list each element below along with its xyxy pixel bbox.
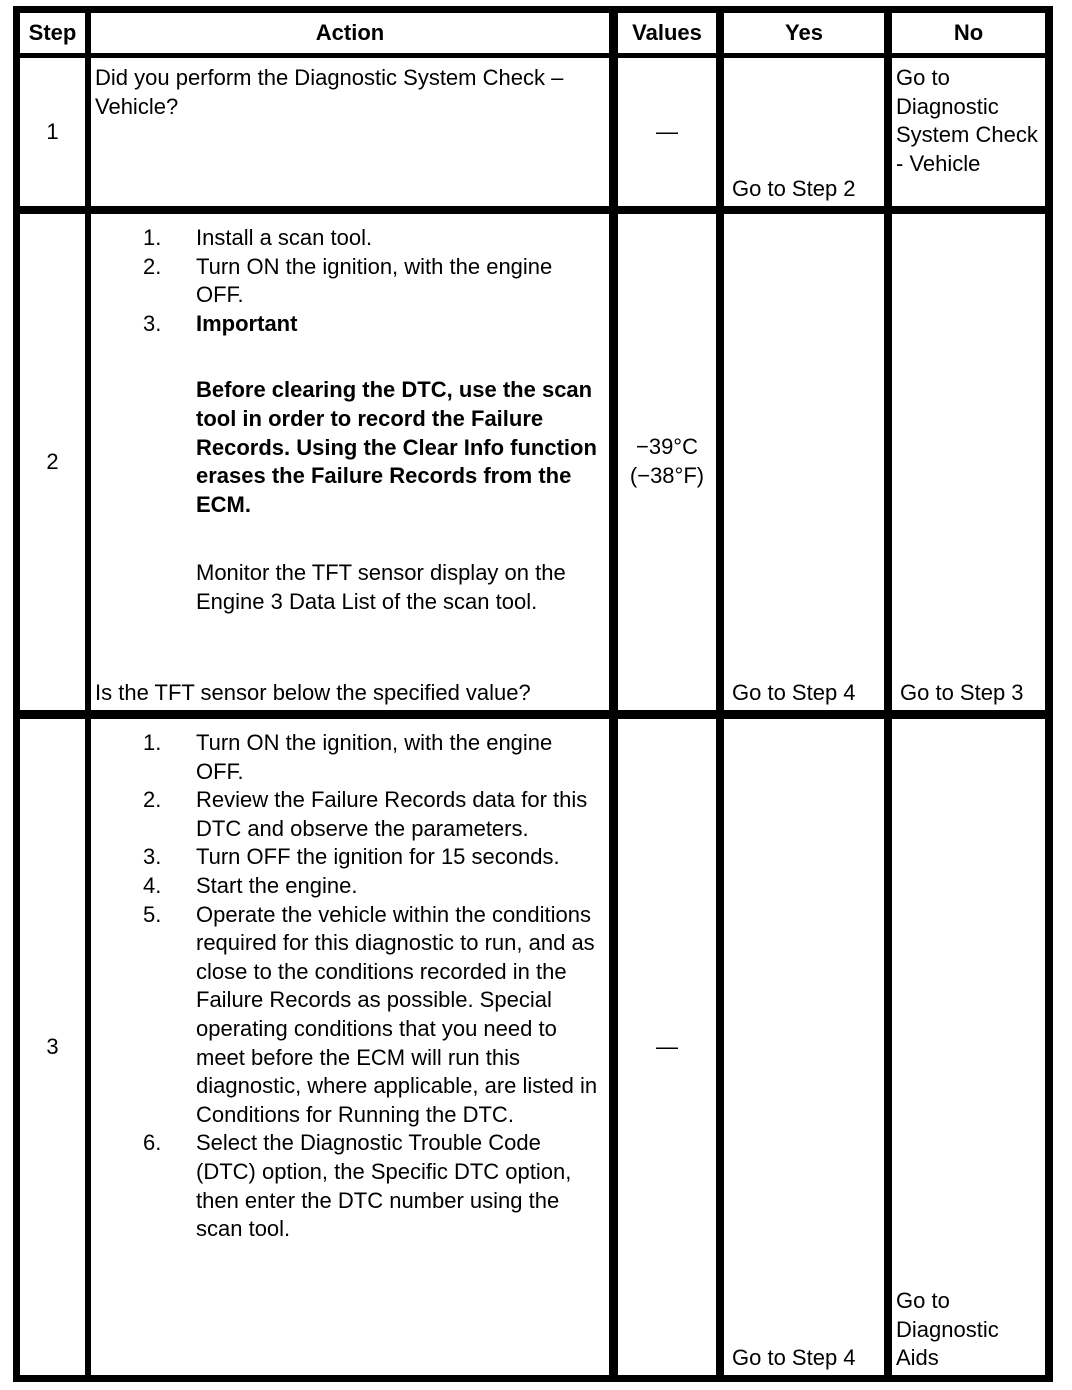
important-note: Before clearing the DTC, use the scan tool in order to record the Failure Records. Using the Clear Info function erases the Failure Records from the ECM. xyxy=(196,377,597,517)
item-number: 3. xyxy=(143,844,162,870)
list-item xyxy=(95,901,605,1130)
row3-no xyxy=(890,717,1047,1377)
item-number: 3. xyxy=(143,310,162,336)
monitor-instruction: Monitor the TFT sensor display on the Engine 3 Data List of the scan tool. xyxy=(196,560,566,614)
row1-no: Go to Diagnostic System Check - Vehicle xyxy=(890,56,1047,208)
list-item xyxy=(95,1129,605,1243)
list-item xyxy=(95,253,605,310)
item-text: Start the engine. xyxy=(196,872,358,898)
row2-question: Is the TFT sensor below the specified value? xyxy=(95,680,531,706)
item-number: 1. xyxy=(143,730,162,755)
item-text: Install a scan tool. xyxy=(196,225,373,250)
row1-action: Did you perform the Diagnostic System Check – Vehicle? xyxy=(89,56,611,208)
item-number: 2. xyxy=(143,787,162,813)
important-label: Important xyxy=(196,310,298,336)
row3-action xyxy=(89,717,611,1377)
list-item xyxy=(95,786,605,843)
row3-yes xyxy=(722,717,886,1377)
list-item xyxy=(95,872,605,901)
item-number: 1. xyxy=(143,225,162,250)
row3-value: — xyxy=(616,717,718,1377)
row3-instructions xyxy=(95,729,605,1244)
row2-yes-text: Go to Step 4 xyxy=(732,680,856,706)
row2-no-text: Go to Step 3 xyxy=(900,680,1024,706)
item-text: Turn ON the ignition, with the engine OFF. xyxy=(196,253,553,308)
row1-yes-text: Go to Step 2 xyxy=(732,176,856,202)
item-text: Turn OFF the ignition for 15 seconds. xyxy=(196,844,560,870)
row3-yes-text: Go to Step 4 xyxy=(732,1345,856,1371)
item-text: Select the Diagnostic Trouble Code (DTC) option, the Specific DTC option, then enter the DTC number using the scan tool. xyxy=(196,1130,572,1242)
item-number: 2. xyxy=(143,253,162,279)
row3-step: 3 xyxy=(18,717,87,1377)
item-number: 4. xyxy=(143,872,162,898)
row2-instructions xyxy=(95,224,605,338)
value-fahrenheit: (−38°F) xyxy=(629,463,705,488)
list-item xyxy=(95,224,605,253)
item-number: 6. xyxy=(143,1130,162,1156)
value-celsius: −39°C xyxy=(635,434,698,460)
row1-yes xyxy=(722,56,886,208)
item-text: Review the Failure Records data for this DTC and observe the parameters. xyxy=(196,787,588,841)
header-values: Values xyxy=(616,11,718,55)
diagnostic-table xyxy=(13,6,1053,1382)
item-number: 5. xyxy=(143,901,162,927)
header-step: Step xyxy=(18,11,87,55)
header-no: No xyxy=(890,11,1047,55)
list-item xyxy=(95,310,605,339)
row2-step: 2 xyxy=(18,212,87,712)
row2-no xyxy=(890,212,1047,712)
list-item xyxy=(95,843,605,872)
list-item xyxy=(95,729,605,786)
row1-step: 1 xyxy=(18,56,87,208)
row3-no-text: Go to Diagnostic Aids xyxy=(896,1288,999,1371)
item-text: Operate the vehicle within the conditions required for this diagnostic to run, and as close to the conditions recorded in the Failure Records as possible. Special operating conditions that you need to meet before the ECM will run this diagnostic, where applicable, are listed in Conditions for Running the DTC. xyxy=(196,901,598,1127)
row2-yes xyxy=(722,212,886,712)
header-action: Action xyxy=(89,11,611,55)
row2-value xyxy=(616,212,718,712)
row2-action xyxy=(89,212,611,712)
header-yes: Yes xyxy=(722,11,886,55)
item-text: Turn ON the ignition, with the engine OFF. xyxy=(196,730,553,784)
row1-value: — xyxy=(616,56,718,208)
